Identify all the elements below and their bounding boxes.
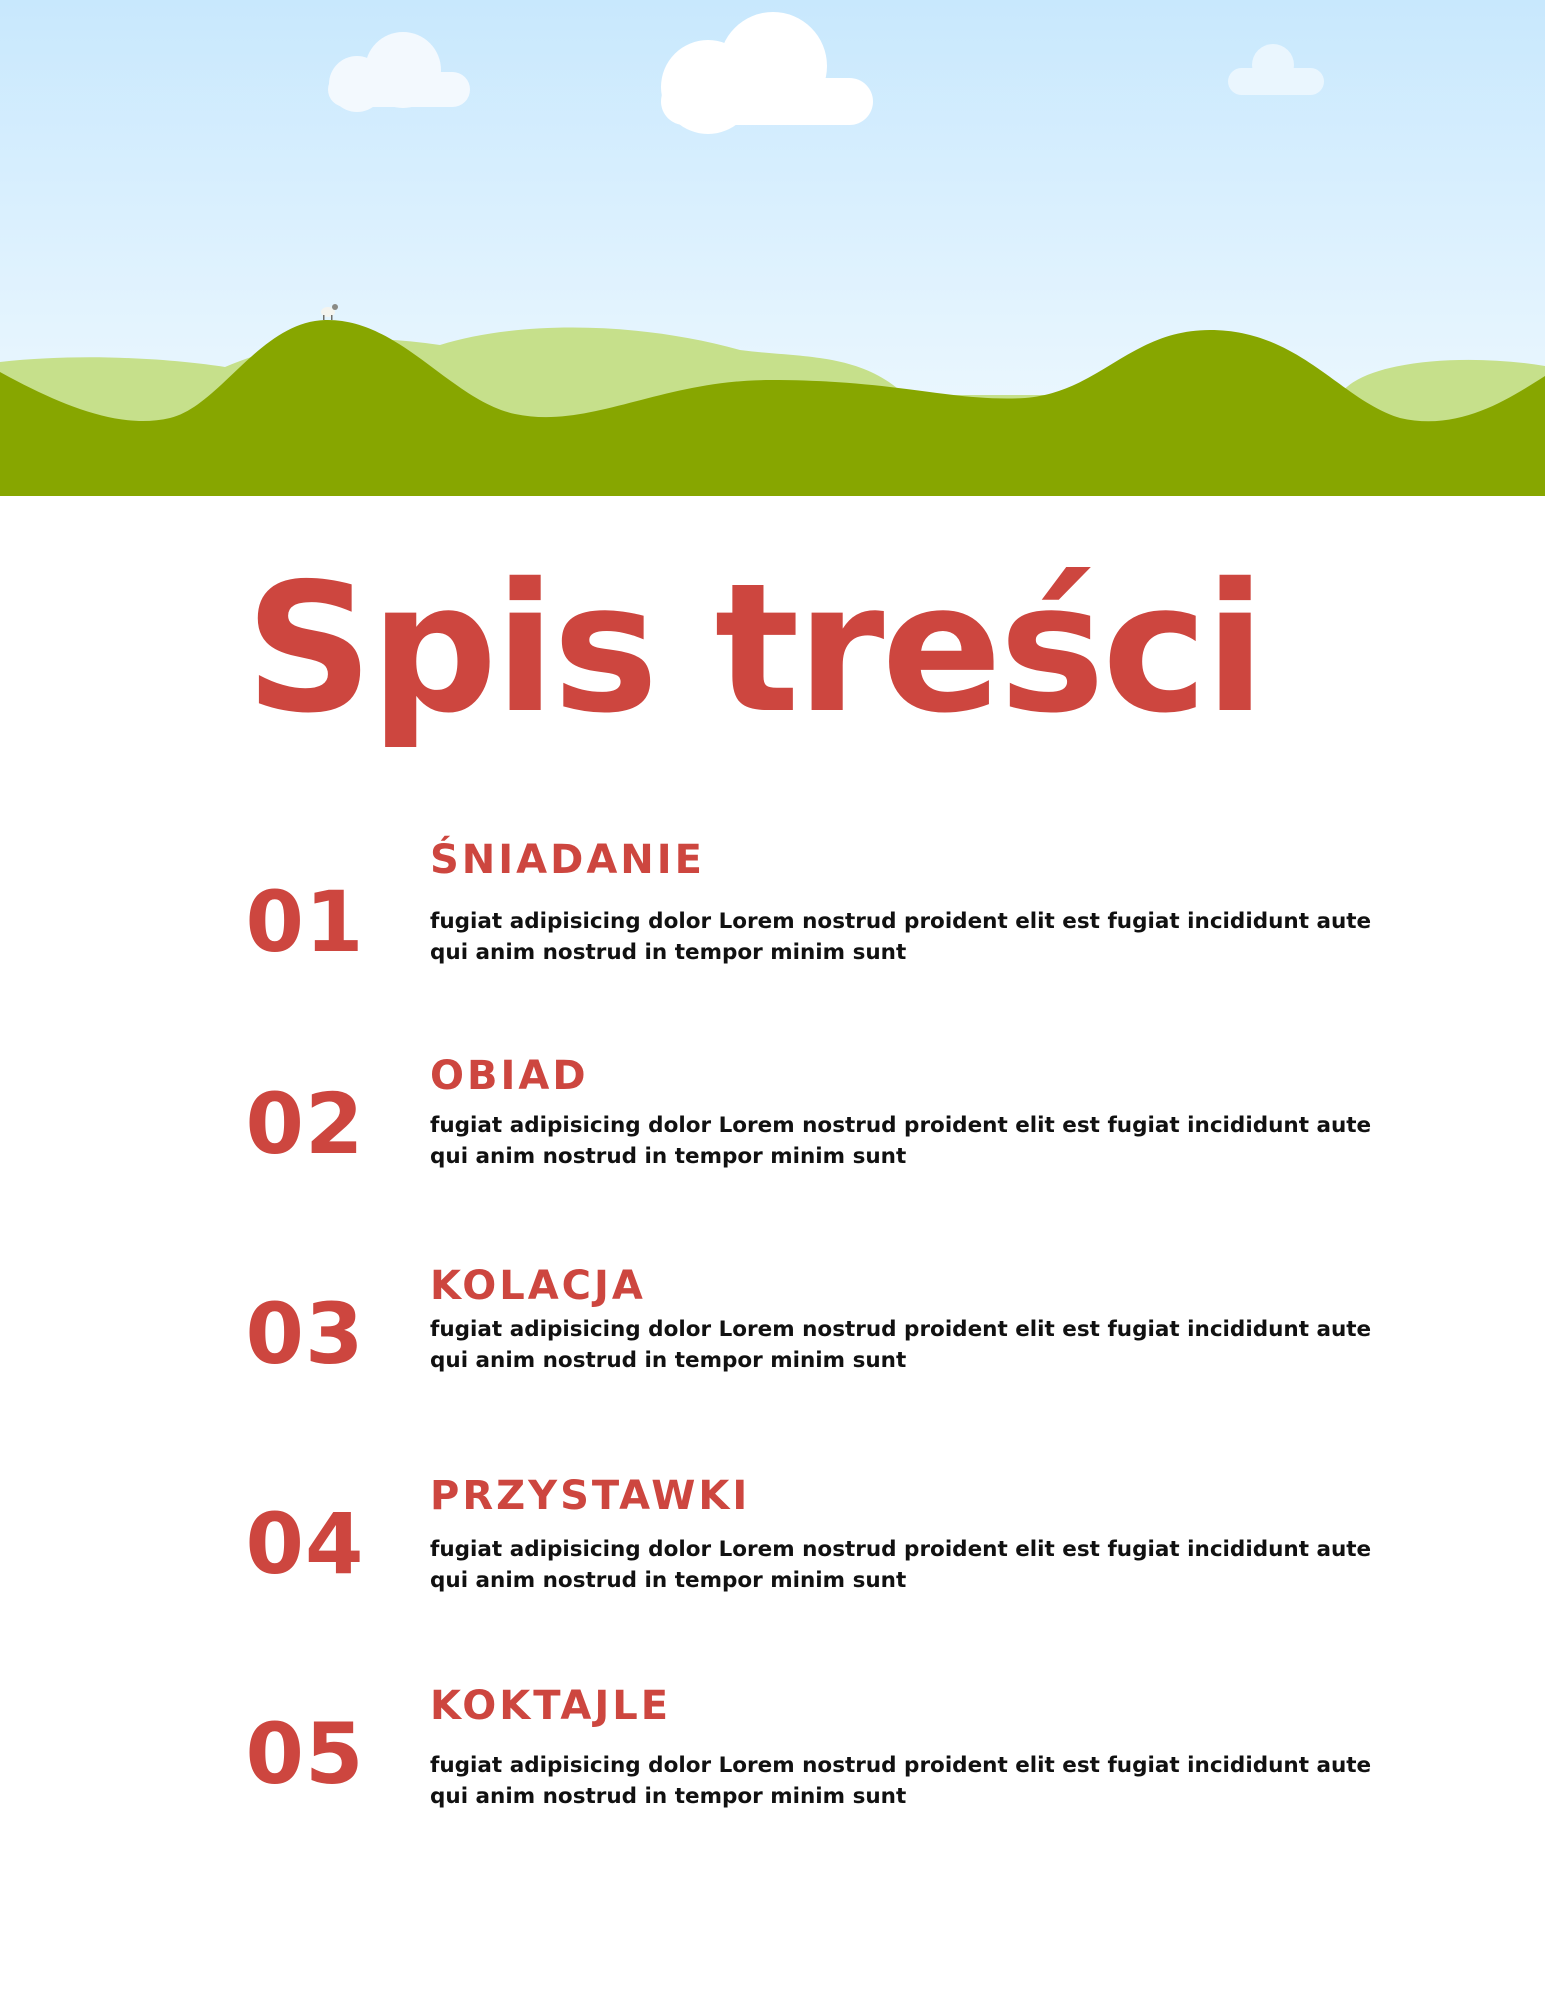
entry-description-line: fugiat adipisicing dolor Lorem nostrud proident elit est fugiat incididunt aute (430, 1113, 1372, 1138)
entry-description-line: fugiat adipisicing dolor Lorem nostrud proident elit est fugiat incididunt aute (430, 1537, 1372, 1562)
entry-description (430, 1314, 1420, 1376)
hero-illustration (0, 0, 1545, 496)
entry-description-line: qui anim nostrud in tempor minim sunt (430, 940, 907, 965)
entry-description-line: qui anim nostrud in tempor minim sunt (430, 1568, 907, 1593)
entry-description (430, 906, 1420, 968)
entry-heading: ŚNIADANIE (430, 837, 705, 883)
entry-heading: OBIAD (430, 1053, 589, 1099)
page-title: Spis treści (245, 545, 1263, 752)
entry-description (430, 1110, 1420, 1172)
entry-description-line: fugiat adipisicing dolor Lorem nostrud proident elit est fugiat incididunt aute (430, 909, 1372, 934)
entry-description (430, 1534, 1420, 1596)
entry-description-line: qui anim nostrud in tempor minim sunt (430, 1784, 907, 1809)
entry-heading: KOLACJA (430, 1263, 646, 1309)
entry-number: 05 (245, 1705, 365, 1803)
entry-description-line: fugiat adipisicing dolor Lorem nostrud proident elit est fugiat incididunt aute (430, 1753, 1372, 1778)
toc-entry[interactable] (0, 1050, 1545, 1210)
toc-entry[interactable] (0, 1680, 1545, 1840)
entry-description-line: qui anim nostrud in tempor minim sunt (430, 1348, 907, 1373)
entry-number: 02 (245, 1075, 365, 1173)
entry-number: 04 (245, 1495, 365, 1593)
entry-heading: KOKTAJLE (430, 1683, 672, 1729)
toc-entry[interactable] (0, 1470, 1545, 1630)
toc-entry[interactable] (0, 1260, 1545, 1420)
landscape-illustration (0, 0, 1545, 496)
entry-number: 03 (245, 1285, 365, 1383)
toc-entry[interactable] (0, 832, 1545, 992)
entry-description-line: qui anim nostrud in tempor minim sunt (430, 1144, 907, 1169)
entry-heading: PRZYSTAWKI (430, 1473, 751, 1519)
entry-number: 01 (245, 873, 365, 971)
entry-description-line: fugiat adipisicing dolor Lorem nostrud proident elit est fugiat incididunt aute (430, 1317, 1372, 1342)
entry-description (430, 1750, 1420, 1812)
